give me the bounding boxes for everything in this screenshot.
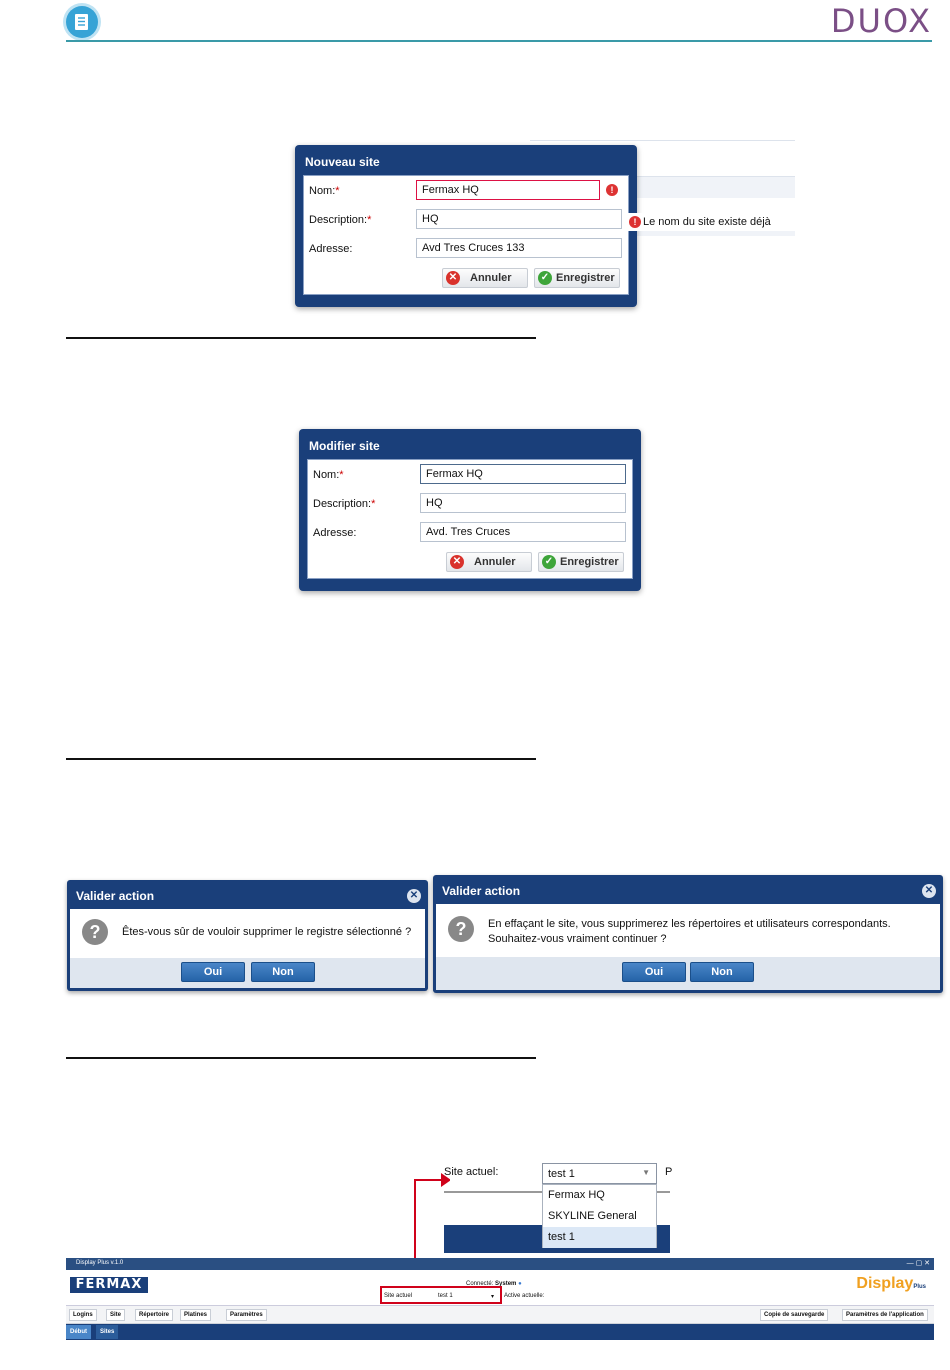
error-icon: ! xyxy=(629,216,641,228)
address-field[interactable]: Avd. Tres Cruces xyxy=(420,522,626,542)
description-label: Description:* xyxy=(309,214,372,226)
dialog-body xyxy=(436,904,940,957)
site-option-skyline-general[interactable]: SKYLINE General xyxy=(548,1210,637,1222)
site-selector-dropdown[interactable] xyxy=(542,1163,657,1184)
name-label: Nom:* xyxy=(313,469,344,481)
yes-button[interactable]: Oui xyxy=(181,962,245,982)
dialog-footer xyxy=(70,958,425,988)
truncated-text: P xyxy=(665,1166,673,1178)
site-options-list xyxy=(542,1184,657,1248)
info-icon: ● xyxy=(518,1281,522,1287)
duox-logo: DUOX xyxy=(830,2,932,40)
menu-app-settings[interactable]: Paramètres de l'application xyxy=(842,1309,928,1321)
app-tab-bar xyxy=(66,1324,934,1340)
address-label: Adresse: xyxy=(309,243,353,255)
dialog-title: Modifier site xyxy=(309,439,380,453)
description-field[interactable]: HQ xyxy=(416,209,622,229)
name-label: Nom:* xyxy=(309,185,340,197)
question-icon: ? xyxy=(448,916,474,942)
fermax-logo: FERMAX xyxy=(70,1277,148,1293)
no-button[interactable]: Non xyxy=(690,962,754,982)
confirm-message-line2: Souhaitez-vous vraiment continuer ? xyxy=(488,933,667,945)
checkmark-icon: ✓ xyxy=(538,271,552,285)
dialog-body xyxy=(70,909,425,958)
save-button[interactable]: ✓ Enregistrer xyxy=(534,268,620,288)
app-site-label: Site actuel xyxy=(384,1293,413,1299)
question-icon: ? xyxy=(82,919,108,945)
name-field[interactable]: Fermax HQ xyxy=(420,464,626,484)
confirm-delete-site-dialog xyxy=(433,875,943,993)
new-site-dialog xyxy=(295,145,637,307)
site-option-fermax-hq[interactable]: Fermax HQ xyxy=(548,1189,605,1201)
yes-button[interactable]: Oui xyxy=(622,962,686,982)
site-selector-value: test 1 xyxy=(548,1168,575,1180)
cancel-button[interactable]: ✕ Annuler xyxy=(442,268,528,288)
site-selector-label: Site actuel: xyxy=(444,1166,499,1178)
app-menu-bar xyxy=(66,1306,934,1324)
error-icon: ! xyxy=(606,184,618,196)
connected-user: Connecté: System ● xyxy=(466,1281,522,1287)
app-title-bar xyxy=(66,1258,934,1270)
confirm-delete-record-dialog xyxy=(67,880,428,991)
dialog-footer xyxy=(436,957,940,990)
tab-debut[interactable]: Début xyxy=(66,1325,91,1339)
dialog-title: Valider action ✕ xyxy=(436,878,940,904)
name-field[interactable]: Fermax HQ xyxy=(416,180,600,200)
chevron-down-icon: ▾ xyxy=(490,1294,494,1300)
menu-parametres[interactable]: Paramètres xyxy=(226,1309,267,1321)
confirm-message-line1: En effaçant le site, vous supprimerez les répertoires et utilisateurs correspondants. xyxy=(488,918,891,930)
app-header xyxy=(66,1270,934,1306)
checkmark-icon: ✓ xyxy=(542,555,556,569)
cancel-button[interactable]: ✕ Annuler xyxy=(446,552,532,572)
menu-repertoire[interactable]: Répertoire xyxy=(135,1309,173,1321)
app-window-title: Display Plus v.1.0 xyxy=(76,1260,124,1266)
site-highlight-box xyxy=(380,1286,502,1304)
close-icon[interactable]: ✕ xyxy=(407,889,421,903)
edit-site-dialog xyxy=(299,429,641,591)
confirm-message: Êtes-vous sûr de vouloir supprimer le registre sélectionné ? xyxy=(122,926,412,938)
active-label: Active actuelle: xyxy=(504,1293,545,1299)
save-button[interactable]: ✓ Enregistrer xyxy=(538,552,624,572)
window-controls[interactable]: — ▢ ✕ xyxy=(906,1260,930,1267)
menu-platines[interactable]: Platines xyxy=(180,1309,211,1321)
description-field[interactable]: HQ xyxy=(420,493,626,513)
dialog-body xyxy=(303,175,629,295)
cancel-icon: ✕ xyxy=(450,555,464,569)
menu-site[interactable]: Site xyxy=(106,1309,125,1321)
dialog-title: Valider action ✕ xyxy=(70,883,425,909)
address-field[interactable]: Avd Tres Cruces 133 xyxy=(416,238,622,258)
description-label: Description:* xyxy=(313,498,376,510)
section-divider xyxy=(66,337,536,339)
app-site-select[interactable]: test 1 ▾ xyxy=(438,1293,494,1300)
dialog-body xyxy=(307,459,633,579)
manual-book-icon xyxy=(66,6,98,38)
section-divider xyxy=(66,758,536,760)
close-icon[interactable]: ✕ xyxy=(922,884,936,898)
dialog-title: Nouveau site xyxy=(305,155,380,169)
header-divider xyxy=(66,40,932,42)
site-option-test-1[interactable]: test 1 xyxy=(543,1227,656,1248)
validation-error-tooltip: ! Le nom du site existe déjà xyxy=(627,213,795,231)
no-button[interactable]: Non xyxy=(251,962,315,982)
menu-backup[interactable]: Copie de sauvegarde xyxy=(760,1309,828,1321)
tab-sites[interactable]: Sites xyxy=(96,1325,118,1339)
cancel-icon: ✕ xyxy=(446,271,460,285)
section-divider xyxy=(66,1057,536,1059)
chevron-down-icon: ▼ xyxy=(642,1168,650,1177)
menu-logins[interactable]: Logins xyxy=(69,1309,97,1321)
display-plus-logo: DisplayPlus xyxy=(856,1275,926,1292)
address-label: Adresse: xyxy=(313,527,357,539)
